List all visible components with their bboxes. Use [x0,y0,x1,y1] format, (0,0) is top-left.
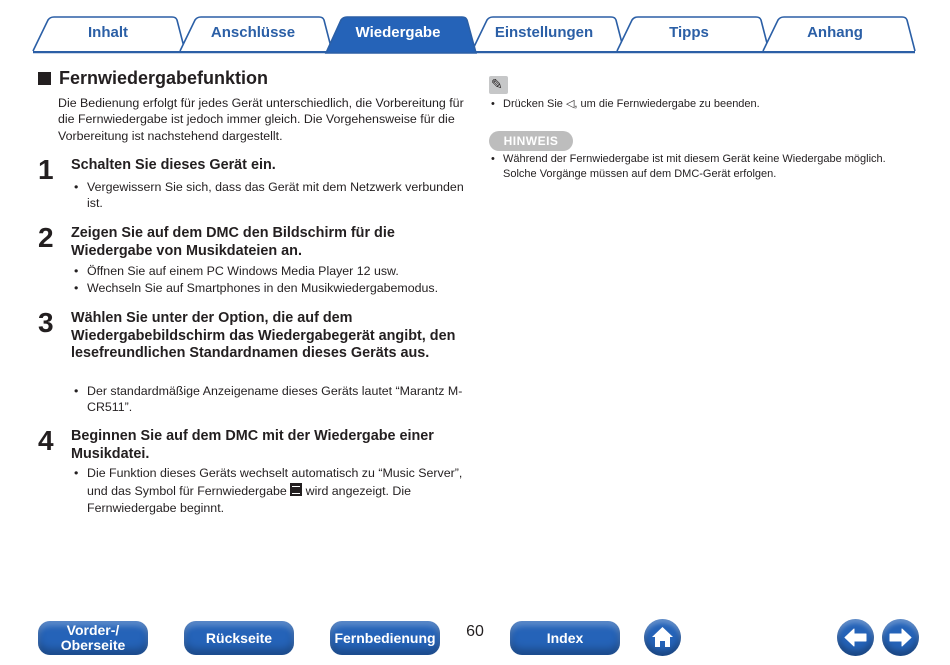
section-title: Fernwiedergabefunktion [59,68,269,88]
tab-anhang[interactable]: Anhang [807,24,863,41]
bullet-text: Die Funktion dieses Geräts wechselt automatisch zu “Music Server”, und das Symbol für Fernwiedergabe [87,466,463,498]
tab-bar [0,0,950,56]
hinweis-item: • Während der Fernwiedergabe ist mit diesem Gerät keine Wiedergabe möglich. Solche Vorgänge müssen auf dem DMC-Gerät erfolgen. [491,152,911,182]
front-top-button[interactable] [38,621,148,655]
tab-wiedergabe[interactable]: Wiedergabe [355,24,441,41]
section-heading [38,68,268,89]
rear-panel-button[interactable]: Rückseite [184,621,294,655]
tab-einstellungen[interactable]: Einstellungen [494,24,594,41]
hinweis-badge: HINWEIS [489,131,573,151]
pencil-icon: ✎ [489,76,508,94]
tab-anschluesse[interactable]: Anschlüsse [210,24,296,41]
bullet-item: • Öffnen Sie auf einem PC Windows Media Player 12 usw. [74,263,474,279]
step-number: 3 [38,307,54,338]
arrow-right-icon [882,619,919,656]
remote-playback-display-icon [290,483,302,496]
step-bullets [74,383,474,417]
home-icon [644,619,681,656]
bullet-item: • Der standardmäßige Anzeigename dieses Geräts lautet “Marantz M-CR511”. [74,383,474,416]
step-title: Zeigen Sie auf dem DMC den Bildschirm für die Wiedergabe von Musikdateien an. [71,225,395,259]
tab-tipps[interactable]: Tipps [669,24,709,41]
step-title: Wählen Sie unter der Option, die auf dem Wiedergabebildschirm das Wiedergabegerät angibt, den lesefreundlichen Standardnamen dieses Geräts aus. [71,310,456,361]
bullet-item: • Vergewissern Sie sich, dass das Gerät mit dem Netzwerk verbunden ist. [74,179,474,212]
step-bullets [74,179,474,213]
next-page-button[interactable] [882,619,919,656]
bullet-item: • Wechseln Sie auf Smartphones in den Musikwiedergabemodus. [74,280,474,296]
index-button[interactable]: Index [510,621,620,655]
step-number: 1 [38,154,54,185]
tab-inhalt[interactable]: Inhalt [88,24,128,41]
square-bullet-icon [38,72,51,85]
arrow-left-icon [837,619,874,656]
section-intro: Die Bedienung erfolgt für jedes Gerät unterschiedlich, die Vorbereitung für die Fernwiedergabe ist jedoch immer gleich. Die Vorgehensweise für die Vorbereitung ist nachstehend dargestellt. [58,96,464,143]
front-top-label: Vorder-/ Oberseite [60,622,126,653]
step-title: Beginnen Sie auf dem DMC mit der Wiedergabe einer Musikdatei. [71,428,434,462]
step-number: 2 [38,222,54,253]
step-title: Schalten Sie dieses Gerät ein. [71,157,276,173]
previous-page-button[interactable] [837,619,874,656]
bullet-item [74,465,474,518]
step-bullets [74,263,474,298]
bullet-text: wird angezeigt. Die Fernwiedergabe beginnt. [87,483,412,515]
home-button[interactable] [644,619,681,656]
hinweis-list [491,152,911,182]
note-item: • Drücken Sie ◁, um die Fernwiedergabe zu beenden. [491,97,911,112]
remote-control-button[interactable]: Fernbedienung [330,621,440,655]
note-list [491,97,911,112]
page-number: 60 [466,623,484,640]
step-bullets [74,465,474,519]
step-number: 4 [38,425,54,456]
